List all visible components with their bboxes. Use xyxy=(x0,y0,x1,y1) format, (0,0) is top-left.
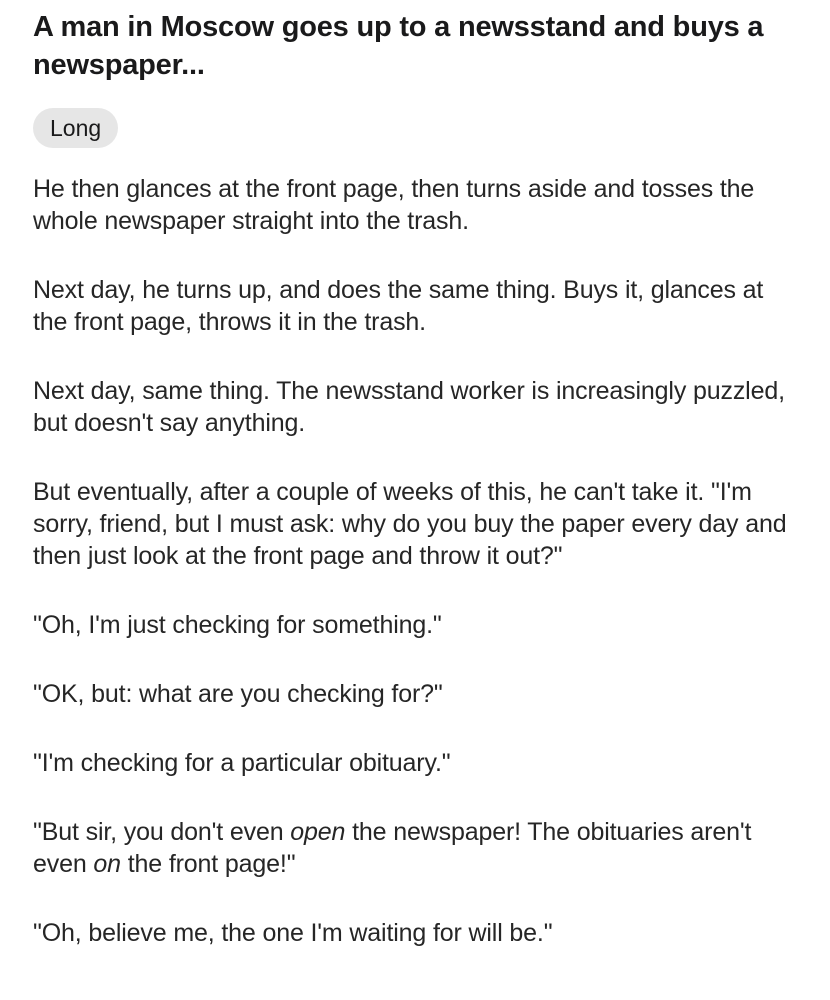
post-paragraph: He then glances at the front page, then turns aside and tosses the whole newspaper straight into the trash. xyxy=(33,175,755,235)
post-paragraph xyxy=(33,816,803,880)
post-paragraph: Next day, he turns up, and does the same thing. Buys it, glances at the front page, throws it in the trash. xyxy=(33,276,764,336)
paragraph-text: "But sir, you don't even xyxy=(33,818,291,846)
post-paragraph: "OK, but: what are you checking for?" xyxy=(33,680,443,708)
flair-badge[interactable]: Long xyxy=(33,108,118,148)
post-body xyxy=(33,173,803,949)
paragraph-text: the front page!" xyxy=(120,850,296,878)
emphasis-text: open xyxy=(290,818,346,846)
post-paragraph: But eventually, after a couple of weeks of this, he can't take it. "I'm sorry, friend, but I must ask: why do you buy the paper every day and then just look at the front page and throw it out?" xyxy=(33,478,787,570)
post-paragraph: "I'm checking for a particular obituary." xyxy=(33,749,451,777)
emphasis-text: on xyxy=(93,850,121,878)
paragraph-text: the newspaper! The obituaries aren't even xyxy=(33,818,752,878)
post-paragraph: "Oh, I'm just checking for something." xyxy=(33,611,442,639)
post xyxy=(33,8,803,986)
post-paragraph: "Oh, believe me, the one I'm waiting for will be." xyxy=(33,919,553,947)
post-title[interactable]: A man in Moscow goes up to a newsstand and buys a newspaper... xyxy=(33,11,764,81)
post-paragraph: Next day, same thing. The newsstand worker is increasingly puzzled, but doesn't say anything. xyxy=(33,377,785,437)
